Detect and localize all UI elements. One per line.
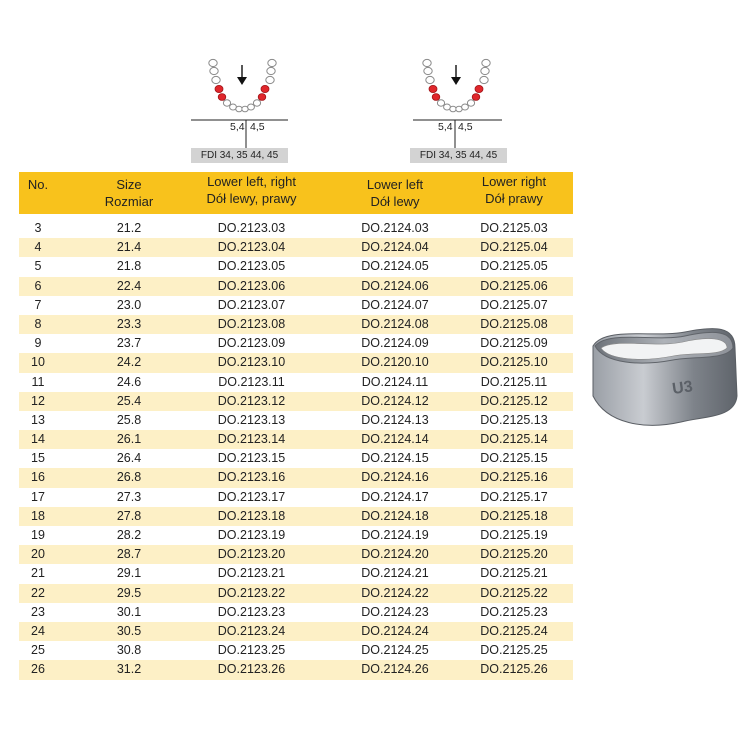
tooth-label-left: 5,4 [230,121,245,133]
cell-lower-right: DO.2125.10 [480,355,548,370]
cell-lower-left-right: DO.2123.25 [217,643,286,658]
cell-no: 20 [31,547,45,562]
cell-lower-left: DO.2124.24 [361,623,429,638]
cell-lower-right: DO.2125.16 [480,470,548,485]
cell-no: 22 [31,585,45,600]
cell-size: 23.3 [116,316,142,331]
cell-no: 6 [34,278,42,293]
cell-no: 9 [34,336,42,351]
table-row [19,257,573,276]
cell-no: 5 [34,259,42,274]
cell-no: 21 [31,566,45,581]
cell-lower-left-right: DO.2123.06 [217,278,286,293]
cell-no: 4 [34,240,42,255]
cell-lower-right: DO.2125.14 [480,432,548,447]
cell-lower-right: DO.2125.19 [480,528,548,542]
tooth-label-left: 5,4 [438,121,453,133]
cell-lower-left: DO.2124.04 [361,240,429,255]
table-row [19,641,573,660]
cell-lower-right: DO.2125.03 [480,221,548,235]
cell-lower-left: DO.2124.12 [361,393,429,408]
cell-size: 27.8 [116,508,142,523]
cell-lower-right: DO.2125.20 [480,547,548,562]
cell-lower-right: DO.2125.25 [480,643,548,658]
table-body [19,214,573,680]
cell-lower-left-right: DO.2123.15 [217,451,286,466]
cell-size: 23.0 [116,297,142,312]
header-size: Size Rozmiar [104,177,154,209]
cell-lower-left-right: DO.2123.18 [217,508,286,523]
tooth-label-right: 4,5 [250,121,265,133]
cell-no: 19 [31,528,45,542]
cell-lower-left: DO.2124.21 [361,566,429,581]
cell-size: 29.5 [116,585,142,600]
cell-size: 26.8 [116,470,142,485]
table-row [19,277,573,296]
cell-lower-left: DO.2124.05 [361,259,429,274]
header-lower-right: Lower right Dół prawy [481,174,547,206]
cell-size: 30.5 [116,623,142,638]
cell-lower-right: DO.2125.09 [480,336,548,351]
size-table [19,172,573,680]
cell-lower-left: DO.2124.18 [361,508,429,523]
table-row [19,296,573,315]
cell-lower-left-right: DO.2123.07 [217,297,286,312]
cell-lower-left: DO.2124.11 [361,374,429,389]
cell-size: 21.4 [116,240,142,255]
header-lower-left-right: Lower left, right Dół lewy, prawy [206,174,297,206]
cell-lower-left-right: DO.2123.03 [217,221,286,235]
cell-size: 30.1 [116,604,142,619]
cell-no: 10 [31,355,45,370]
table-row [19,584,573,603]
cell-no: 15 [31,451,45,466]
cell-lower-left: DO.2124.06 [361,278,429,293]
cell-lower-left-right: DO.2123.16 [217,470,286,485]
cell-lower-left: DO.2124.25 [361,643,429,658]
cell-lower-left: DO.2124.23 [361,604,429,619]
cell-size: 25.4 [116,393,142,408]
header-lower-left: Lower left Dół lewy [366,177,424,209]
cell-size: 24.6 [116,374,142,389]
cell-size: 30.8 [116,643,142,658]
cell-lower-right: DO.2125.06 [480,278,548,293]
table-header [19,172,573,214]
cell-no: 16 [31,470,45,485]
cell-lower-right: DO.2125.18 [480,508,548,523]
cell-size: 21.2 [116,221,142,235]
cell-size: 23.7 [116,336,142,351]
cell-lower-left: DO.2124.09 [361,336,429,351]
table-row [19,411,573,430]
cell-lower-left-right: DO.2123.13 [217,412,286,427]
table-row [19,468,573,487]
cell-size: 26.1 [116,432,142,447]
table-row [19,373,573,392]
cell-no: 12 [31,393,45,408]
cell-lower-right: DO.2125.11 [480,374,548,389]
cell-lower-left: DO.2124.16 [361,470,429,485]
cell-no: 8 [34,316,42,331]
fdi-label: FDI 34, 35 44, 45 [191,148,288,163]
cell-no: 7 [34,297,42,312]
cell-lower-left: DO.2120.10 [361,355,429,370]
cell-no: 14 [31,432,45,447]
cell-lower-left: DO.2124.20 [361,547,429,562]
cell-lower-right: DO.2125.13 [480,412,548,427]
table-row [19,334,573,353]
cell-size: 28.7 [116,547,142,562]
cell-no: 11 [31,374,45,389]
table-row [19,660,573,679]
cell-lower-right: DO.2125.22 [480,585,548,600]
cell-lower-right: DO.2125.12 [480,393,548,408]
table-row [19,545,573,564]
cell-size: 22.4 [116,278,142,293]
cell-lower-left-right: DO.2123.20 [217,547,286,562]
table-row [19,238,573,257]
cell-no: 17 [31,489,45,504]
tooth-label-right: 4,5 [458,121,473,133]
cell-lower-right: DO.2125.15 [480,451,548,466]
table-row [19,219,573,238]
cell-lower-left: DO.2124.26 [361,662,429,677]
cell-lower-left-right: DO.2123.14 [217,432,286,447]
arch-divider-lines [191,55,291,150]
cell-size: 29.1 [116,566,142,581]
orthodontic-band-image [585,318,745,438]
cell-lower-left-right: DO.2123.12 [217,393,286,408]
cell-lower-left: DO.2124.17 [361,489,429,504]
arch-divider-lines [405,55,505,150]
cell-size: 27.3 [116,489,142,504]
cell-lower-left-right: DO.2123.04 [217,240,286,255]
cell-lower-left: DO.2124.15 [361,451,429,466]
cell-lower-left-right: DO.2123.26 [217,662,286,677]
cell-lower-left-right: DO.2123.10 [217,355,286,370]
cell-no: 3 [34,221,42,235]
cell-lower-right: DO.2125.21 [480,566,548,581]
table-row [19,392,573,411]
table-row [19,488,573,507]
cell-no: 23 [31,604,45,619]
cell-lower-left-right: DO.2123.24 [217,623,286,638]
cell-lower-left: DO.2124.03 [361,221,429,235]
header-no: No. [27,177,49,192]
cell-lower-right: DO.2125.07 [480,297,548,312]
dental-arch-diagram-right [405,55,505,165]
band-engraving: U3 [671,378,694,398]
fdi-label: FDI 34, 35 44, 45 [410,148,507,163]
cell-lower-left: DO.2124.22 [361,585,429,600]
cell-lower-right: DO.2125.08 [480,316,548,331]
cell-size: 31.2 [116,662,142,677]
table-row [19,564,573,583]
cell-lower-right: DO.2125.24 [480,623,548,638]
cell-lower-left: DO.2124.07 [361,297,429,312]
table-row [19,603,573,622]
cell-lower-left-right: DO.2123.08 [217,316,286,331]
cell-no: 25 [31,643,45,658]
cell-lower-left-right: DO.2123.19 [217,528,286,542]
cell-lower-right: DO.2125.23 [480,604,548,619]
cell-lower-left-right: DO.2123.22 [217,585,286,600]
cell-size: 28.2 [116,528,142,542]
cell-no: 26 [31,662,45,677]
cell-lower-left-right: DO.2123.17 [217,489,286,504]
table-row [19,507,573,526]
cell-size: 24.2 [116,355,142,370]
cell-no: 24 [31,623,45,638]
cell-lower-right: DO.2125.26 [480,662,548,677]
cell-size: 21.8 [116,259,142,274]
cell-lower-right: DO.2125.17 [480,489,548,504]
table-row [19,449,573,468]
dental-arch-diagram-both [191,55,291,165]
cell-lower-left-right: DO.2123.11 [218,374,285,389]
cell-size: 25.8 [116,412,142,427]
table-row [19,526,573,545]
table-row [19,353,573,372]
cell-size: 26.4 [116,451,142,466]
cell-lower-right: DO.2125.05 [480,259,548,274]
cell-lower-left-right: DO.2123.09 [217,336,286,351]
cell-lower-left: DO.2124.13 [361,412,429,427]
cell-lower-left: DO.2124.08 [361,316,429,331]
cell-lower-left-right: DO.2123.05 [217,259,286,274]
cell-no: 13 [31,412,45,427]
cell-lower-right: DO.2125.04 [480,240,548,255]
cell-lower-left-right: DO.2123.23 [217,604,286,619]
cell-lower-left-right: DO.2123.21 [217,566,286,581]
cell-lower-left: DO.2124.14 [361,432,429,447]
table-row [19,430,573,449]
cell-no: 18 [31,508,45,523]
table-row [19,315,573,334]
table-row [19,622,573,641]
cell-lower-left: DO.2124.19 [361,528,429,542]
